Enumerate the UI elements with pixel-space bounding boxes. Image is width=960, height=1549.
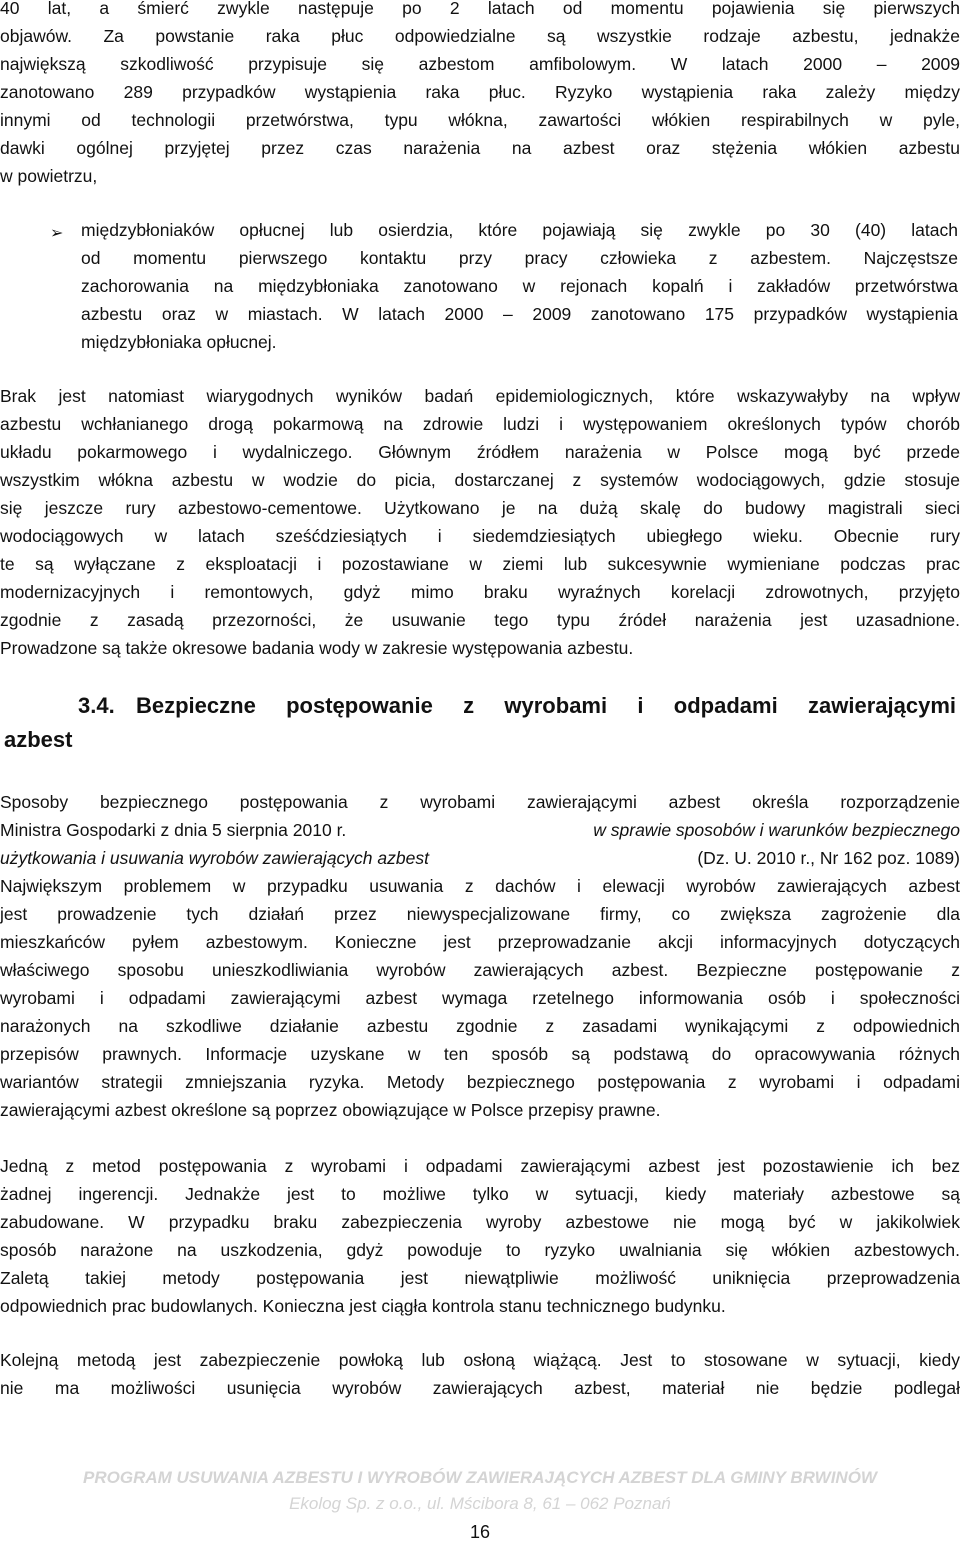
text-line: przepisów prawnych. Informacje uzyskane w ten sposób są podstawą do opracowywania różnych bbox=[0, 1044, 960, 1064]
regulation-title: użytkowania i usuwania wyrobów zawierających azbest bbox=[0, 848, 429, 868]
text-line: modernizacyjnych i remontowych, gdyż mimo braku wyraźnych korelacji zdrowotnych, przyjęto bbox=[0, 582, 960, 602]
text-line: zgodnie z zasadą przezorności, że usuwanie tego typu źródeł narażenia jest uzasadnione. bbox=[0, 610, 960, 630]
text-line: Kolejną metodą jest zabezpieczenie powłoką lub osłoną wiążącą. Jest to stosowane w sytuacji, kiedy bbox=[0, 1350, 960, 1370]
text-line: Jedną z metod postępowania z wyrobami i odpadami zawierającymi azbest jest pozostawienie ich bez bbox=[0, 1156, 960, 1176]
text-line bbox=[0, 816, 960, 844]
text-line: właściwego sposobu unieszkodliwiania wyrobów zawierających azbest. Bezpieczne postępowanie z bbox=[0, 960, 960, 980]
bullet-text-line: od momentu pierwszego kontaktu przy pracy człowieka z azbestem. Najczęstsze bbox=[81, 248, 958, 268]
arrow-bullet-icon: ➢ bbox=[50, 225, 64, 242]
bullet-text-line: międzybłoniaka opłucnej. bbox=[81, 332, 277, 352]
text-line: Największym problemem w przypadku usuwania z dachów i elewacji wyrobów zawierających azbest bbox=[0, 876, 960, 896]
text-line: Sposoby bezpiecznego postępowania z wyrobami zawierającymi azbest określa rozporządzenie bbox=[0, 792, 960, 812]
text-line: objawów. Za powstanie raka płuc odpowiedzialne są wszystkie rodzaje azbestu, jednakże bbox=[0, 26, 960, 46]
regulation-text: Ministra Gospodarki z dnia 5 sierpnia 2010 r. bbox=[0, 820, 347, 840]
text-line: wariantów strategii zmniejszania ryzyka. Metody bezpiecznego postępowania z wyrobami i odpadami bbox=[0, 1072, 960, 1092]
text-line: wodociągowych w latach sześćdziesiątych i siedemdziesiątych ubiegłego wieku. Obecnie rury bbox=[0, 526, 960, 546]
section-title: Bezpieczne postępowanie z wyrobami i odpadami zawierającymi bbox=[136, 693, 956, 718]
text-line: Prowadzone są także okresowe badania wody w zakresie występowania azbestu. bbox=[0, 638, 634, 658]
text-line: zawierającymi azbest określone są poprzez obowiązujące w Polsce przepisy prawne. bbox=[0, 1100, 661, 1120]
bullet-text-line: zachorowania na międzybłoniaka zanotowano w rejonach kopalń i zakładów przetwórstwa bbox=[81, 276, 958, 296]
text-line: żadnej ingerencji. Jednakże jest to możliwe tylko w sytuacji, kiedy materiały azbestowe są bbox=[0, 1184, 960, 1204]
text-line: się jeszcze rury azbestowo-cementowe. Użytkowano je na dużą skalę do budowy magistrali sieci bbox=[0, 498, 960, 518]
text-line: 40 lat, a śmierć zwykle następuje po 2 latach od momentu pojawienia się pierwszych bbox=[0, 0, 960, 18]
text-line: azbestu wchłanianego drogą pokarmową na zdrowie ludzi i występowaniem określonych typów chorób bbox=[0, 414, 960, 434]
regulation-citation: (Dz. U. 2010 r., Nr 162 poz. 1089) bbox=[697, 848, 960, 868]
footer-program-title: PROGRAM USUWANIA AZBESTU I WYROBÓW ZAWIERAJĄCYCH AZBEST DLA GMINY BRWINÓW bbox=[83, 1468, 877, 1487]
text-line: nie ma możliwości usunięcia wyrobów zawierających azbest, materiał nie będzie podlegał bbox=[0, 1378, 960, 1398]
text-line bbox=[0, 844, 960, 872]
regulation-title: w sprawie sposobów i warunków bezpiecznego bbox=[593, 820, 960, 840]
text-line: Zaletą takiej metody postępowania jest niewątpliwie możliwość uniknięcia przeprowadzenia bbox=[0, 1268, 960, 1288]
section-number: 3.4. bbox=[78, 693, 115, 718]
text-line: zabudowane. W przypadku braku zabezpieczenia wyroby azbestowe nie mogą być w jakikolwiek bbox=[0, 1212, 960, 1232]
text-line: innymi od technologii przetwórstwa, typu włókna, zawartości włókien respirabilnych w pyle, bbox=[0, 110, 960, 130]
text-line: dawki ogólnej przyjętej przez czas narażenia na azbest oraz stężenia włókien azbestu bbox=[0, 138, 960, 158]
footer-company: Ekolog Sp. z o.o., ul. Mścibora 8, 61 – 062 Poznań bbox=[289, 1494, 671, 1513]
bullet-text-line: międzybłoniaków opłucnej lub osierdzia, które pojawiają się zwykle po 30 (40) latach bbox=[81, 220, 958, 240]
text-line: te są wyłączane z eksploatacji i pozostawiane w ziemi lub sukcesywnie wymieniane podczas prac bbox=[0, 554, 960, 574]
text-line: narażonych na szkodliwe działanie azbestu zgodnie z zasadami wynikającymi z odpowiednich bbox=[0, 1016, 960, 1036]
text-line: układu pokarmowego i wydalniczego. Głównym źródłem narażenia w Polsce mogą być przede bbox=[0, 442, 960, 462]
text-line: Brak jest natomiast wiarygodnych wyników badań epidemiologicznych, które wskazywałyby na wpływ bbox=[0, 386, 960, 406]
page-number: 16 bbox=[469, 1522, 491, 1542]
text-line: jest prowadzenie tych działań przez niewyspecjalizowane firmy, co zwiększa zagrożenie dla bbox=[0, 904, 960, 924]
section-title-continuation: azbest bbox=[4, 727, 73, 752]
text-line: sposób narażone na uszkodzenia, gdyż powoduje to ryzyko uwalniania się włókien azbestowych. bbox=[0, 1240, 960, 1260]
text-line: wszystkim włókna azbestu w wodzie do picia, dostarczanej z systemów wodociągowych, gdzie stosuje bbox=[0, 470, 960, 490]
text-line: w powietrzu, bbox=[0, 166, 98, 186]
text-line: mieszkańców pyłem azbestowym. Konieczne jest przeprowadzanie akcji informacyjnych dotyczących bbox=[0, 932, 960, 952]
text-line: wyrobami i odpadami zawierającymi azbest wymaga rzetelnego informowania osób i społeczności bbox=[0, 988, 960, 1008]
text-line: zanotowano 289 przypadków wystąpienia raka płuc. Ryzyko wystąpienia raka zależy między bbox=[0, 82, 960, 102]
text-line: największą szkodliwość przypisuje się azbestom amfibolowym. W latach 2000 – 2009 bbox=[0, 54, 960, 74]
text-line: odpowiednich prac budowlanych. Konieczna jest ciągła kontrola stanu technicznego budynku. bbox=[0, 1296, 726, 1316]
bullet-text-line: azbestu oraz w miastach. W latach 2000 – 2009 zanotowano 175 przypadków wystąpienia bbox=[81, 304, 958, 324]
